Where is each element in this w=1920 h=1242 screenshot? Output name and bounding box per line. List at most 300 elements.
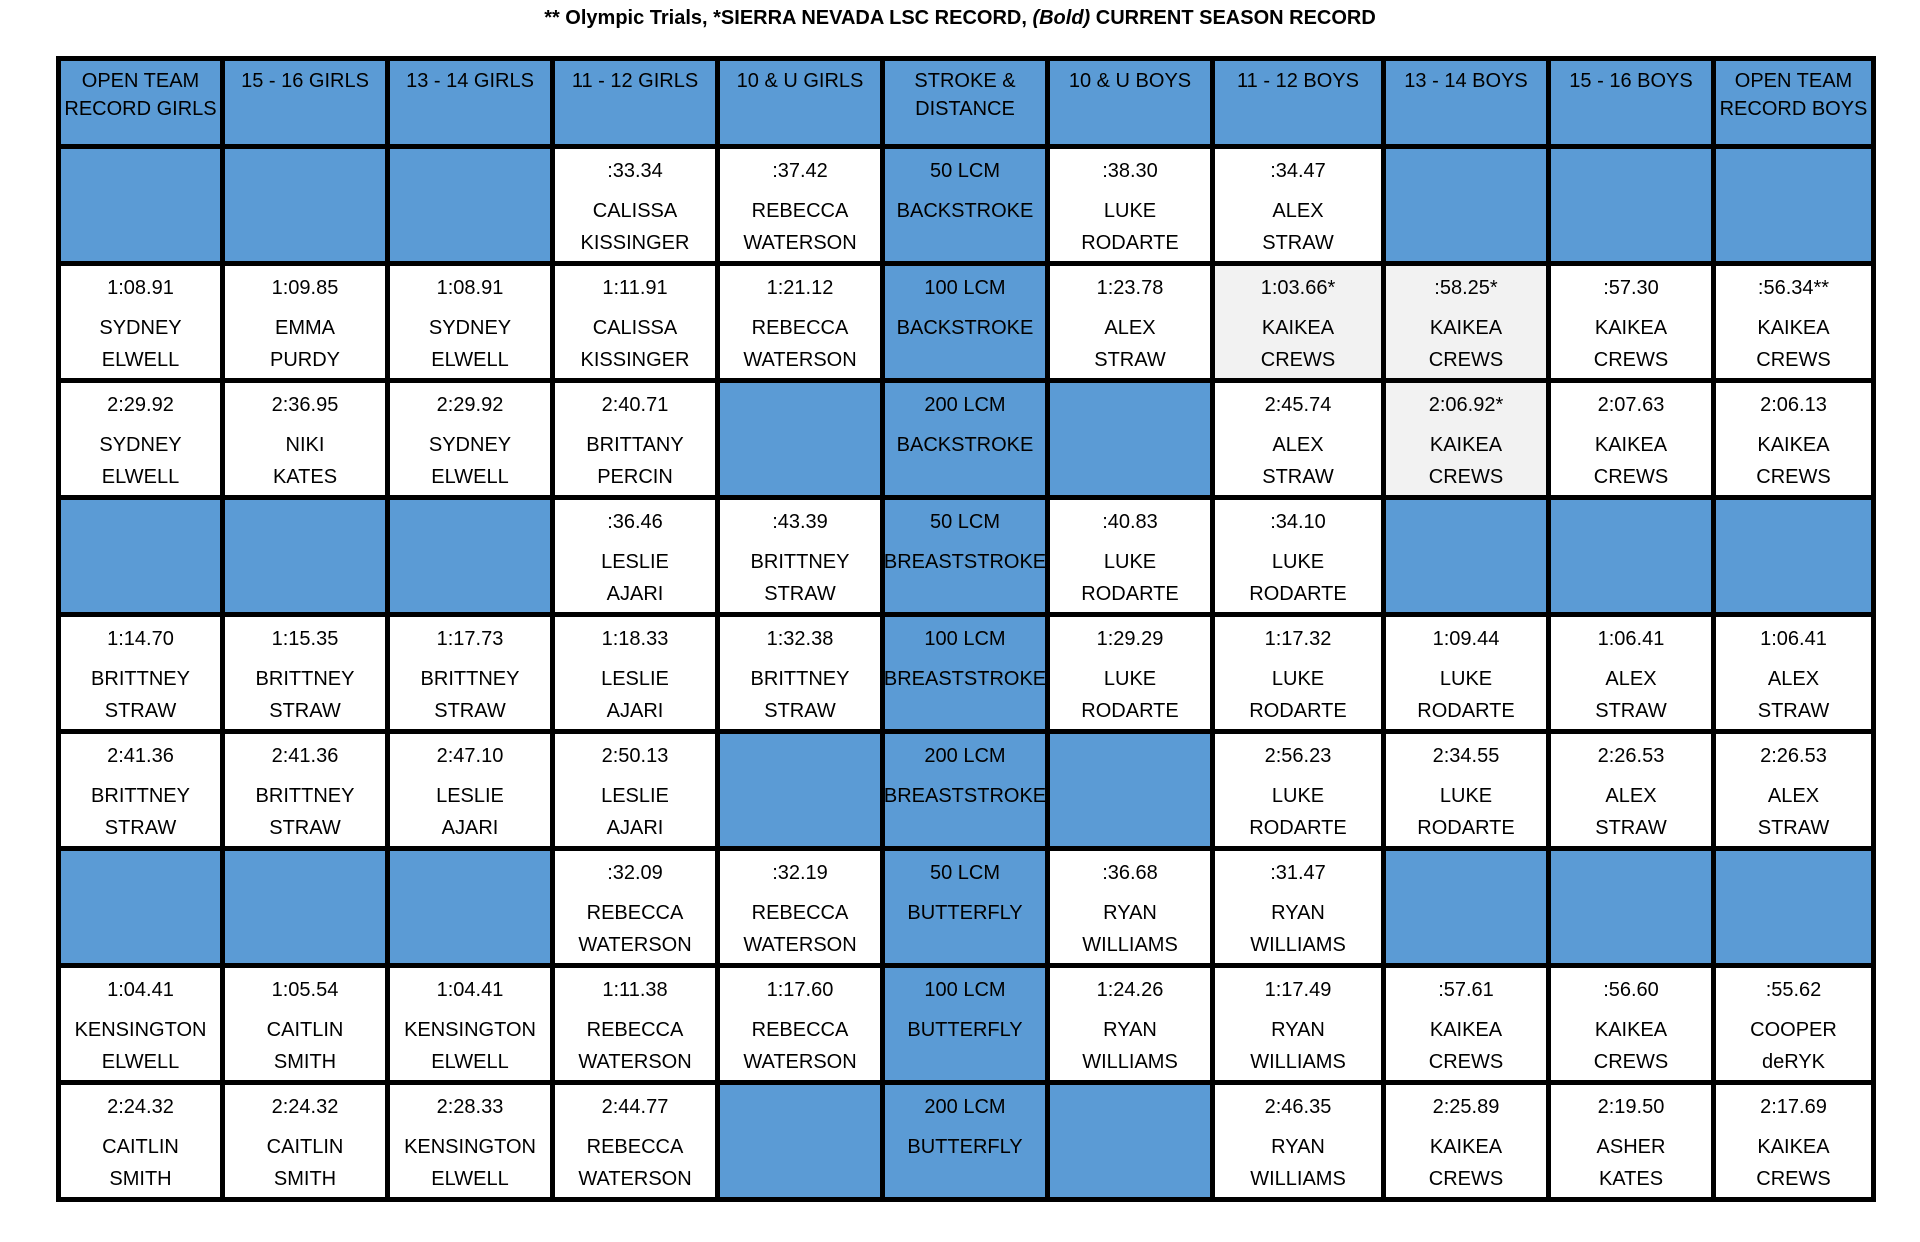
record-time: :32.19	[772, 862, 828, 884]
swimmer-first-name: LUKE	[1271, 551, 1325, 573]
swimmer-first-name: LUKE	[1271, 668, 1325, 690]
column-header: STROKE & DISTANCE	[883, 59, 1048, 147]
record-time: 2:26.53	[1597, 745, 1665, 767]
record-cell	[553, 264, 718, 381]
record-time: 1:08.91	[436, 277, 504, 299]
swimmer-first-name: RYAN	[1103, 902, 1157, 924]
empty-cell	[388, 147, 553, 264]
swimmer-last-name: RODARTE	[1417, 700, 1515, 722]
table-row	[59, 849, 1874, 966]
record-cell	[388, 264, 553, 381]
record-time: 1:32.38	[766, 628, 834, 650]
record-time: :56.34**	[1757, 277, 1830, 299]
swimmer-last-name: AJARI	[441, 817, 499, 839]
swimmer-first-name: LUKE	[1103, 668, 1157, 690]
column-header: 15 - 16 BOYS	[1549, 59, 1714, 147]
record-time: 1:17.32	[1264, 628, 1332, 650]
table-row	[59, 966, 1874, 1083]
swimmer-first-name: BRITTNEY	[420, 668, 520, 690]
swimmer-last-name: KATES	[1598, 1168, 1664, 1190]
record-cell	[718, 264, 883, 381]
record-cell	[223, 264, 388, 381]
record-cell	[1048, 966, 1213, 1083]
swimmer-first-name: LUKE	[1103, 200, 1157, 222]
swimmer-first-name: KAIKEA	[1757, 317, 1830, 339]
swimmer-first-name: NIKI	[285, 434, 325, 456]
swimmer-first-name: REBECCA	[751, 902, 849, 924]
swimmer-first-name: BRITTNEY	[91, 785, 190, 807]
swimmer-last-name: PERCIN	[597, 466, 673, 488]
table-row	[59, 615, 1874, 732]
record-time: 1:23.78	[1096, 277, 1164, 299]
swimmer-first-name: KENSINGTON	[74, 1019, 207, 1041]
event-distance: 100 LCM	[924, 628, 1006, 650]
swimmer-first-name: ALEX	[1605, 785, 1657, 807]
swimmer-last-name: WILLIAMS	[1250, 1051, 1346, 1073]
record-cell	[1213, 498, 1384, 615]
record-cell	[223, 732, 388, 849]
empty-cell	[1549, 147, 1714, 264]
record-time: 1:24.26	[1096, 979, 1164, 1001]
swimmer-first-name: BRITTNEY	[750, 668, 850, 690]
swimmer-last-name: RODARTE	[1249, 583, 1347, 605]
record-cell	[1213, 849, 1384, 966]
record-time: :56.60	[1603, 979, 1659, 1001]
record-time: 2:40.71	[601, 394, 669, 416]
record-cell	[59, 966, 223, 1083]
record-cell	[223, 615, 388, 732]
record-time: 1:04.41	[436, 979, 504, 1001]
empty-cell	[1048, 381, 1213, 498]
swimmer-first-name: REBECCA	[586, 902, 684, 924]
record-cell	[1549, 264, 1714, 381]
title-bold-word: (Bold)	[1032, 7, 1091, 29]
swimmer-first-name: LESLIE	[601, 785, 669, 807]
swimmer-first-name: REBECCA	[751, 317, 849, 339]
record-time: 2:36.95	[271, 394, 339, 416]
column-header: 11 - 12 BOYS	[1213, 59, 1384, 147]
record-time: :55.62	[1765, 979, 1822, 1001]
record-cell	[718, 498, 883, 615]
swimmer-last-name: CREWS	[1756, 349, 1831, 371]
swimmer-last-name: WATERSON	[743, 1051, 857, 1073]
empty-cell	[1549, 849, 1714, 966]
event-distance: 50 LCM	[929, 511, 1001, 533]
swimmer-last-name: STRAW	[1595, 817, 1667, 839]
swimmer-last-name: RODARTE	[1081, 700, 1179, 722]
swimmer-last-name: WATERSON	[578, 934, 692, 956]
swimmer-first-name: ALEX	[1605, 668, 1657, 690]
swimmer-last-name: PURDY	[269, 349, 340, 371]
swimmer-last-name: WILLIAMS	[1082, 934, 1178, 956]
record-time: :38.30	[1102, 160, 1158, 182]
record-cell	[1384, 615, 1549, 732]
swimmer-first-name: ALEX	[1767, 785, 1820, 807]
title-prefix: ** Olympic Trials, *SIERRA NEVADA LSC RECORD,	[544, 7, 1033, 29]
swimmer-first-name: BRITTNEY	[255, 785, 355, 807]
table-body	[59, 147, 1874, 1200]
swimmer-first-name: KAIKEA	[1429, 434, 1503, 456]
swimmer-first-name: LUKE	[1103, 551, 1157, 573]
record-time: 2:50.13	[601, 745, 669, 767]
swimmer-first-name: BRITTNEY	[91, 668, 190, 690]
empty-cell	[388, 849, 553, 966]
record-cell	[1549, 732, 1714, 849]
event-distance: 200 LCM	[924, 1096, 1006, 1118]
swimmer-first-name: BRITTNEY	[750, 551, 850, 573]
record-cell	[553, 966, 718, 1083]
record-time: 1:14.70	[107, 628, 174, 650]
swimmer-first-name: KAIKEA	[1261, 317, 1335, 339]
column-header: OPEN TEAM RECORD BOYS	[1714, 59, 1874, 147]
empty-cell	[1048, 1083, 1213, 1200]
column-header: 11 - 12 GIRLS	[553, 59, 718, 147]
table-row	[59, 381, 1874, 498]
record-cell	[59, 615, 223, 732]
swimmer-first-name: LESLIE	[601, 551, 669, 573]
record-cell	[553, 615, 718, 732]
swimmer-first-name: REBECCA	[586, 1019, 684, 1041]
record-time: 2:45.74	[1264, 394, 1332, 416]
swimmer-last-name: ELWELL	[431, 1168, 509, 1190]
record-cell	[59, 381, 223, 498]
record-cell	[1213, 264, 1384, 381]
record-time: 2:06.13	[1760, 394, 1827, 416]
record-time: 1:06.41	[1760, 628, 1827, 650]
record-cell	[1714, 1083, 1874, 1200]
record-cell	[1549, 1083, 1714, 1200]
swimmer-first-name: ALEX	[1104, 317, 1156, 339]
record-cell	[553, 732, 718, 849]
swimmer-first-name: KAIKEA	[1594, 434, 1668, 456]
record-cell	[1384, 732, 1549, 849]
swimmer-first-name: KENSINGTON	[404, 1136, 536, 1158]
empty-cell	[1549, 498, 1714, 615]
event-cell	[883, 732, 1048, 849]
swimmer-first-name: LUKE	[1439, 785, 1493, 807]
swimmer-last-name: STRAW	[1262, 232, 1334, 254]
record-cell	[223, 1083, 388, 1200]
swimmer-last-name: STRAW	[104, 817, 177, 839]
record-time: :57.30	[1603, 277, 1659, 299]
event-cell	[883, 264, 1048, 381]
swimmer-last-name: SMITH	[273, 1168, 337, 1190]
event-cell	[883, 381, 1048, 498]
record-cell	[1549, 966, 1714, 1083]
swimmer-first-name: RYAN	[1271, 902, 1325, 924]
record-time: 2:46.35	[1264, 1096, 1332, 1118]
swimmer-first-name: CALISSA	[592, 200, 678, 222]
record-cell	[1714, 264, 1874, 381]
record-cell	[1048, 849, 1213, 966]
swimmer-first-name: KAIKEA	[1429, 1019, 1503, 1041]
event-distance: 50 LCM	[929, 862, 1001, 884]
record-cell	[553, 849, 718, 966]
swimmer-last-name: STRAW	[269, 700, 341, 722]
table-row	[59, 732, 1874, 849]
swimmer-last-name: CREWS	[1428, 1051, 1504, 1073]
event-stroke: BREASTSTROKE	[883, 668, 1047, 690]
empty-cell	[388, 498, 553, 615]
swimmer-last-name: ELWELL	[431, 466, 509, 488]
record-time: 1:11.38	[602, 979, 668, 1001]
swimmer-last-name: CREWS	[1593, 349, 1669, 371]
event-stroke: BACKSTROKE	[896, 200, 1034, 222]
empty-cell	[1384, 147, 1549, 264]
record-cell	[1213, 147, 1384, 264]
swimmer-first-name: LESLIE	[436, 785, 504, 807]
empty-cell	[718, 732, 883, 849]
record-cell	[388, 732, 553, 849]
swimmer-first-name: EMMA	[275, 317, 335, 339]
swimmer-last-name: WATERSON	[578, 1051, 692, 1073]
swimmer-last-name: CREWS	[1593, 1051, 1669, 1073]
record-cell	[718, 966, 883, 1083]
record-cell	[1213, 381, 1384, 498]
record-cell	[388, 381, 553, 498]
record-time: :58.25*	[1434, 277, 1498, 299]
swimmer-last-name: KATES	[272, 466, 338, 488]
record-cell	[59, 1083, 223, 1200]
swimmer-last-name: CREWS	[1593, 466, 1669, 488]
title-suffix: CURRENT SEASON RECORD	[1090, 7, 1376, 29]
record-time: 2:41.36	[271, 745, 339, 767]
column-header: 15 - 16 GIRLS	[223, 59, 388, 147]
swimmer-last-name: STRAW	[434, 700, 506, 722]
records-table	[56, 56, 1876, 1202]
record-time: 2:56.23	[1264, 745, 1332, 767]
swimmer-last-name: KISSINGER	[580, 349, 690, 371]
event-stroke: BUTTERFLY	[907, 1136, 1023, 1158]
swimmer-last-name: ELWELL	[431, 1051, 509, 1073]
swimmer-first-name: SYDNEY	[428, 434, 512, 456]
record-cell	[1714, 732, 1874, 849]
event-distance: 100 LCM	[924, 979, 1006, 1001]
record-time: 1:15.35	[271, 628, 339, 650]
record-time: 1:17.49	[1264, 979, 1332, 1001]
swimmer-first-name: BRITTNEY	[255, 668, 355, 690]
record-cell	[223, 966, 388, 1083]
table-row	[59, 264, 1874, 381]
event-distance: 100 LCM	[924, 277, 1006, 299]
swimmer-last-name: STRAW	[1757, 817, 1830, 839]
swimmer-last-name: RODARTE	[1081, 583, 1179, 605]
record-cell	[1213, 1083, 1384, 1200]
record-cell	[1384, 1083, 1549, 1200]
record-time: 2:19.50	[1597, 1096, 1665, 1118]
record-time: 1:21.12	[766, 277, 834, 299]
swimmer-first-name: LESLIE	[601, 668, 669, 690]
record-cell	[1714, 615, 1874, 732]
swimmer-last-name: STRAW	[269, 817, 341, 839]
swimmer-last-name: SMITH	[109, 1168, 172, 1190]
swimmer-last-name: AJARI	[606, 817, 664, 839]
column-header: 13 - 14 GIRLS	[388, 59, 553, 147]
swimmer-last-name: STRAW	[104, 700, 177, 722]
record-cell	[718, 615, 883, 732]
swimmer-last-name: WILLIAMS	[1082, 1051, 1178, 1073]
record-time: 2:44.77	[601, 1096, 669, 1118]
header-row	[59, 59, 1874, 147]
table-row	[59, 1083, 1874, 1200]
swimmer-first-name: ALEX	[1272, 434, 1324, 456]
event-stroke: BREASTSTROKE	[883, 785, 1047, 807]
swimmer-last-name: STRAW	[1094, 349, 1166, 371]
empty-cell	[718, 1083, 883, 1200]
empty-cell	[1048, 732, 1213, 849]
event-stroke: BACKSTROKE	[896, 317, 1034, 339]
swimmer-last-name: RODARTE	[1417, 817, 1515, 839]
record-cell	[223, 381, 388, 498]
record-time: :36.46	[607, 511, 663, 533]
record-time: 2:06.92*	[1428, 394, 1504, 416]
swimmer-last-name: ELWELL	[101, 466, 180, 488]
swimmer-first-name: SYDNEY	[99, 434, 182, 456]
record-time: 2:25.89	[1432, 1096, 1500, 1118]
record-cell	[553, 1083, 718, 1200]
record-time: 2:29.92	[107, 394, 174, 416]
empty-cell	[59, 849, 223, 966]
record-time: 1:18.33	[601, 628, 669, 650]
column-header: OPEN TEAM RECORD GIRLS	[59, 59, 223, 147]
record-cell	[1714, 966, 1874, 1083]
event-stroke: BUTTERFLY	[907, 1019, 1023, 1041]
record-time: :40.83	[1102, 511, 1158, 533]
event-cell	[883, 1083, 1048, 1200]
record-time: 2:24.32	[271, 1096, 339, 1118]
record-time: :31.47	[1270, 862, 1326, 884]
empty-cell	[59, 498, 223, 615]
record-time: :32.09	[607, 862, 663, 884]
record-cell	[718, 849, 883, 966]
record-time: 1:29.29	[1096, 628, 1164, 650]
record-cell	[553, 381, 718, 498]
record-cell	[1213, 615, 1384, 732]
event-distance: 200 LCM	[924, 394, 1006, 416]
record-time: 1:03.66*	[1260, 277, 1336, 299]
record-cell	[388, 615, 553, 732]
swimmer-first-name: KAIKEA	[1429, 1136, 1503, 1158]
swimmer-first-name: RYAN	[1103, 1019, 1157, 1041]
swimmer-last-name: CREWS	[1756, 466, 1831, 488]
record-cell	[1384, 381, 1549, 498]
swimmer-last-name: deRYK	[1761, 1051, 1825, 1073]
record-time: 1:17.60	[766, 979, 834, 1001]
swimmer-last-name: RODARTE	[1249, 700, 1347, 722]
swimmer-first-name: KAIKEA	[1594, 317, 1668, 339]
swimmer-first-name: KAIKEA	[1757, 1136, 1830, 1158]
event-stroke: BREASTSTROKE	[883, 551, 1047, 573]
empty-cell	[223, 849, 388, 966]
record-time: 1:08.91	[107, 277, 174, 299]
swimmer-first-name: ALEX	[1767, 668, 1820, 690]
swimmer-first-name: REBECCA	[586, 1136, 684, 1158]
swimmer-last-name: WILLIAMS	[1250, 1168, 1346, 1190]
empty-cell	[223, 498, 388, 615]
record-cell	[1213, 732, 1384, 849]
record-cell	[59, 264, 223, 381]
swimmer-last-name: WATERSON	[743, 349, 857, 371]
record-cell	[1384, 264, 1549, 381]
record-time: :34.47	[1270, 160, 1326, 182]
empty-cell	[1714, 498, 1874, 615]
event-cell	[883, 849, 1048, 966]
swimmer-last-name: WATERSON	[578, 1168, 692, 1190]
swimmer-first-name: LUKE	[1271, 785, 1325, 807]
empty-cell	[1714, 147, 1874, 264]
record-time: 2:17.69	[1760, 1096, 1827, 1118]
record-time: :34.10	[1270, 511, 1326, 533]
record-cell	[388, 1083, 553, 1200]
swimmer-last-name: ELWELL	[101, 1051, 180, 1073]
swimmer-first-name: CAITLIN	[102, 1136, 179, 1158]
swimmer-first-name: REBECCA	[751, 1019, 849, 1041]
swimmer-last-name: AJARI	[606, 700, 664, 722]
record-time: 1:04.41	[107, 979, 174, 1001]
record-cell	[1714, 381, 1874, 498]
swimmer-first-name: REBECCA	[751, 200, 849, 222]
record-time: 1:05.54	[271, 979, 339, 1001]
record-time: 2:26.53	[1760, 745, 1827, 767]
record-time: 1:17.73	[436, 628, 504, 650]
page-title	[0, 6, 1920, 30]
record-time: 2:47.10	[436, 745, 504, 767]
record-cell	[1384, 966, 1549, 1083]
empty-cell	[1384, 498, 1549, 615]
column-header: 13 - 14 BOYS	[1384, 59, 1549, 147]
event-stroke: BUTTERFLY	[907, 902, 1023, 924]
event-distance: 50 LCM	[929, 160, 1001, 182]
record-time: 1:11.91	[602, 277, 668, 299]
record-time: 2:24.32	[107, 1096, 174, 1118]
event-cell	[883, 615, 1048, 732]
swimmer-first-name: RYAN	[1271, 1136, 1325, 1158]
record-cell	[1213, 966, 1384, 1083]
swimmer-first-name: KENSINGTON	[404, 1019, 536, 1041]
swimmer-first-name: SYDNEY	[428, 317, 512, 339]
record-time: :57.61	[1438, 979, 1494, 1001]
column-header: 10 & U BOYS	[1048, 59, 1213, 147]
swimmer-first-name: CALISSA	[592, 317, 678, 339]
record-cell	[553, 498, 718, 615]
empty-cell	[1384, 849, 1549, 966]
event-cell	[883, 147, 1048, 264]
record-cell	[1549, 381, 1714, 498]
swimmer-last-name: STRAW	[764, 583, 836, 605]
empty-cell	[718, 381, 883, 498]
swimmer-first-name: RYAN	[1271, 1019, 1325, 1041]
record-time: :33.34	[607, 160, 663, 182]
swimmer-last-name: STRAW	[1757, 700, 1830, 722]
record-cell	[1048, 147, 1213, 264]
swimmer-last-name: ELWELL	[101, 349, 180, 371]
record-cell	[1048, 498, 1213, 615]
record-time: 1:09.44	[1432, 628, 1500, 650]
record-time: 2:28.33	[436, 1096, 504, 1118]
swimmer-first-name: COOPER	[1750, 1019, 1837, 1041]
record-time: :37.42	[772, 160, 828, 182]
event-cell	[883, 498, 1048, 615]
swimmer-last-name: ELWELL	[431, 349, 509, 371]
swimmer-last-name: STRAW	[764, 700, 836, 722]
swimmer-first-name: KAIKEA	[1594, 1019, 1668, 1041]
swimmer-first-name: LUKE	[1439, 668, 1493, 690]
record-time: 2:41.36	[107, 745, 174, 767]
swimmer-first-name: CAITLIN	[266, 1136, 344, 1158]
swimmer-last-name: RODARTE	[1081, 232, 1179, 254]
swimmer-last-name: WATERSON	[743, 934, 857, 956]
record-time: 1:06.41	[1597, 628, 1665, 650]
